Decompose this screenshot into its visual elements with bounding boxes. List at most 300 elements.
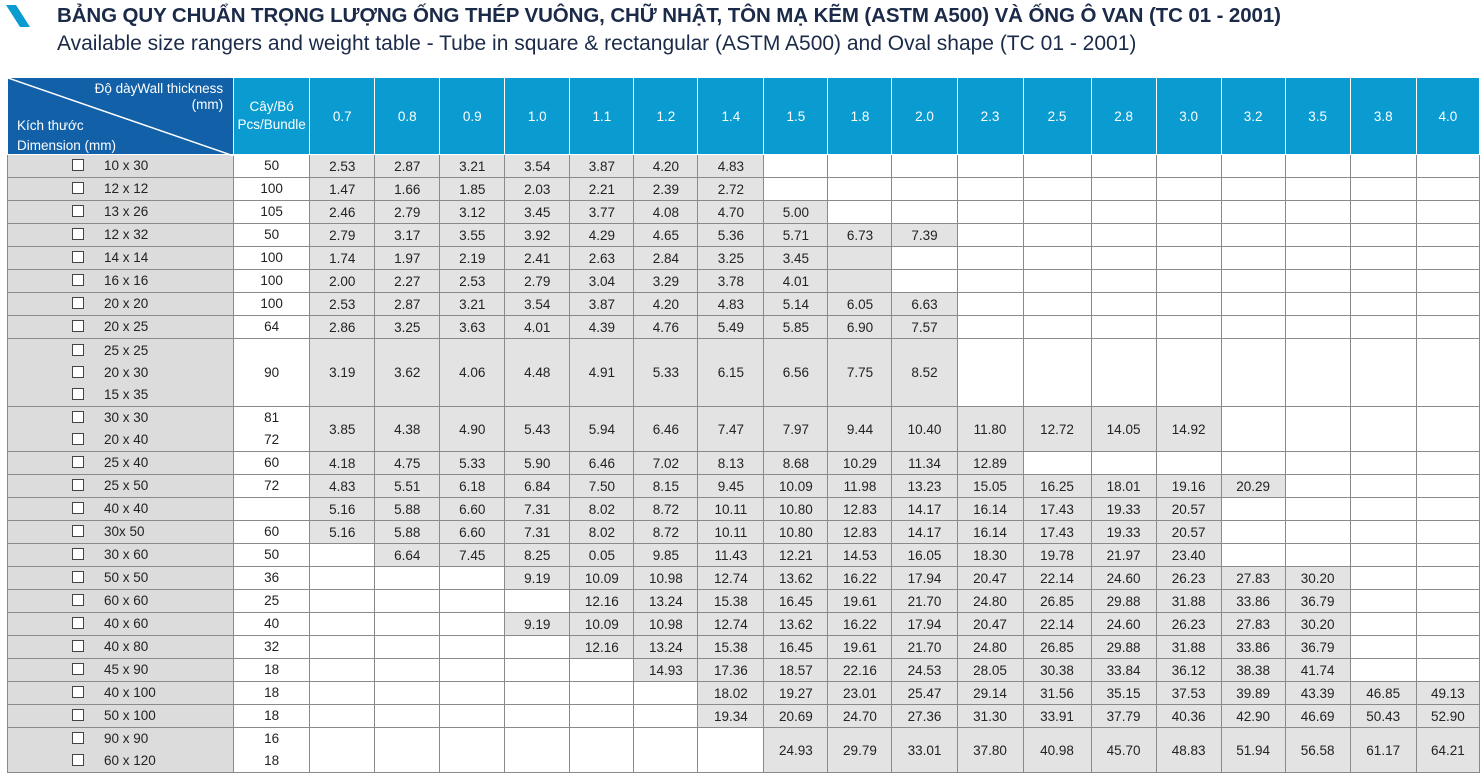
weight-cell: 10.98 bbox=[634, 567, 698, 590]
dimension-text: 40 x 80 bbox=[104, 639, 149, 654]
bundle-cell bbox=[234, 247, 310, 270]
bundle-cell bbox=[234, 636, 310, 659]
weight-cell bbox=[1091, 224, 1156, 247]
dimension-cell bbox=[8, 201, 234, 224]
bundle-value: 72 bbox=[264, 432, 280, 447]
weight-cell bbox=[1416, 407, 1479, 452]
weight-cell: 49.13 bbox=[1416, 682, 1479, 705]
table-row bbox=[8, 705, 1480, 728]
weight-cell: 16.14 bbox=[957, 521, 1023, 544]
weight-cell: 9.44 bbox=[828, 407, 892, 452]
weight-cell bbox=[1350, 475, 1416, 498]
weight-cell bbox=[1221, 293, 1285, 316]
weight-cell bbox=[1156, 339, 1221, 407]
weight-cell bbox=[1350, 636, 1416, 659]
dimension-text: 50 x 50 bbox=[104, 570, 149, 585]
weight-cell bbox=[375, 636, 440, 659]
weight-cell bbox=[1350, 339, 1416, 407]
weight-cell: 19.33 bbox=[1091, 521, 1156, 544]
weight-cell bbox=[1023, 224, 1091, 247]
weight-cell bbox=[764, 178, 828, 201]
weight-cell: 6.60 bbox=[440, 521, 505, 544]
weight-cell bbox=[1285, 498, 1350, 521]
weight-cell bbox=[957, 224, 1023, 247]
weight-cell: 1.66 bbox=[375, 178, 440, 201]
weight-cell bbox=[957, 155, 1023, 178]
weight-cell: 27.83 bbox=[1221, 613, 1285, 636]
weight-cell: 1.85 bbox=[440, 178, 505, 201]
dimension-cell bbox=[8, 270, 234, 293]
weight-cell: 6.63 bbox=[892, 293, 957, 316]
bundle-cell bbox=[234, 544, 310, 567]
weight-cell bbox=[1156, 270, 1221, 293]
weight-cell: 35.15 bbox=[1091, 682, 1156, 705]
weight-cell bbox=[1350, 178, 1416, 201]
bundle-value: 36 bbox=[264, 570, 280, 585]
weight-cell: 31.30 bbox=[957, 705, 1023, 728]
bundle-value: 50 bbox=[264, 227, 280, 242]
weight-cell: 7.47 bbox=[698, 407, 764, 452]
weight-cell bbox=[1350, 224, 1416, 247]
bundle-cell bbox=[234, 682, 310, 705]
table-row bbox=[8, 452, 1480, 475]
weight-cell: 2.21 bbox=[570, 178, 634, 201]
weight-cell: 17.43 bbox=[1023, 521, 1091, 544]
weight-cell: 19.61 bbox=[828, 636, 892, 659]
bundle-value: 16 bbox=[264, 731, 280, 746]
weight-cell: 11.80 bbox=[957, 407, 1023, 452]
weight-cell: 20.57 bbox=[1156, 521, 1221, 544]
page-header bbox=[0, 0, 1482, 74]
weight-cell bbox=[892, 270, 957, 293]
weight-cell: 6.05 bbox=[828, 293, 892, 316]
weight-cell: 10.09 bbox=[570, 567, 634, 590]
weight-cell: 3.17 bbox=[375, 224, 440, 247]
weight-cell bbox=[892, 247, 957, 270]
bundle-cell bbox=[234, 728, 310, 773]
weight-cell: 27.36 bbox=[892, 705, 957, 728]
weight-cell: 26.85 bbox=[1023, 636, 1091, 659]
dimension-text: 15 x 35 bbox=[104, 386, 149, 402]
weight-cell: 4.83 bbox=[698, 155, 764, 178]
weight-cell: 19.61 bbox=[828, 590, 892, 613]
weight-cell: 3.21 bbox=[440, 155, 505, 178]
weight-cell: 5.94 bbox=[570, 407, 634, 452]
weight-cell: 30.38 bbox=[1023, 659, 1091, 682]
bundle-cell bbox=[234, 475, 310, 498]
weight-cell: 2.53 bbox=[310, 293, 375, 316]
weight-cell: 5.85 bbox=[764, 316, 828, 339]
weight-cell: 8.25 bbox=[505, 544, 570, 567]
header-row bbox=[8, 78, 1480, 155]
dimension-text: 20 x 40 bbox=[104, 432, 149, 447]
checkbox-icon bbox=[72, 182, 84, 194]
weight-cell bbox=[1221, 498, 1285, 521]
thickness-header: 0.7 bbox=[310, 78, 375, 155]
dimension-text: 12 x 32 bbox=[104, 227, 149, 242]
weight-cell: 17.43 bbox=[1023, 498, 1091, 521]
weight-cell: 52.90 bbox=[1416, 705, 1479, 728]
weight-cell bbox=[828, 201, 892, 224]
weight-cell bbox=[1350, 155, 1416, 178]
weight-cell: 12.72 bbox=[1023, 407, 1091, 452]
weight-cell: 20.29 bbox=[1221, 475, 1285, 498]
dimension-cell bbox=[8, 567, 234, 590]
weight-cell bbox=[957, 178, 1023, 201]
weight-cell: 4.18 bbox=[310, 452, 375, 475]
weight-cell bbox=[1156, 201, 1221, 224]
weight-cell bbox=[310, 705, 375, 728]
weight-cell bbox=[1221, 155, 1285, 178]
weight-cell bbox=[1350, 247, 1416, 270]
weight-cell: 2.84 bbox=[634, 247, 698, 270]
weight-cell: 26.23 bbox=[1156, 613, 1221, 636]
bundle-cell bbox=[234, 590, 310, 613]
thickness-header: 3.5 bbox=[1285, 78, 1350, 155]
table-row bbox=[8, 728, 1480, 773]
weight-cell: 19.16 bbox=[1156, 475, 1221, 498]
weight-cell: 2.19 bbox=[440, 247, 505, 270]
dimension-text: 12 x 12 bbox=[104, 181, 149, 196]
weight-cell bbox=[1285, 178, 1350, 201]
weight-cell: 17.94 bbox=[892, 567, 957, 590]
weight-cell: 6.56 bbox=[764, 339, 828, 407]
weight-cell bbox=[440, 728, 505, 773]
thickness-header: 3.2 bbox=[1221, 78, 1285, 155]
weight-cell: 36.79 bbox=[1285, 636, 1350, 659]
weight-cell: 46.85 bbox=[1350, 682, 1416, 705]
checkbox-icon bbox=[72, 366, 84, 378]
weight-cell: 4.76 bbox=[634, 316, 698, 339]
weight-cell: 25.47 bbox=[892, 682, 957, 705]
weight-cell bbox=[310, 659, 375, 682]
weight-cell bbox=[1416, 636, 1479, 659]
thickness-header: 2.0 bbox=[892, 78, 957, 155]
weight-cell: 7.50 bbox=[570, 475, 634, 498]
thickness-header: 1.0 bbox=[505, 78, 570, 155]
weight-cell bbox=[1285, 270, 1350, 293]
weight-cell: 5.00 bbox=[764, 201, 828, 224]
weight-cell: 4.83 bbox=[698, 293, 764, 316]
weight-table bbox=[7, 77, 1480, 773]
dimension-text: 10 x 30 bbox=[104, 158, 149, 173]
weight-cell: 9.19 bbox=[505, 567, 570, 590]
weight-cell bbox=[1156, 224, 1221, 247]
checkbox-icon bbox=[72, 686, 84, 698]
checkbox-icon bbox=[72, 479, 84, 491]
bundle-value: 90 bbox=[264, 364, 280, 380]
weight-cell bbox=[440, 613, 505, 636]
dimension-text: 30 x 60 bbox=[104, 547, 149, 562]
weight-cell: 45.70 bbox=[1091, 728, 1156, 773]
weight-cell: 4.01 bbox=[505, 316, 570, 339]
weight-cell: 37.80 bbox=[957, 728, 1023, 773]
weight-cell: 2.87 bbox=[375, 293, 440, 316]
weight-cell bbox=[310, 613, 375, 636]
checkbox-icon bbox=[72, 525, 84, 537]
weight-cell: 3.77 bbox=[570, 201, 634, 224]
weight-cell: 29.14 bbox=[957, 682, 1023, 705]
checkbox-icon bbox=[72, 274, 84, 286]
weight-cell: 6.64 bbox=[375, 544, 440, 567]
corner-header bbox=[8, 78, 234, 155]
weight-cell: 9.85 bbox=[634, 544, 698, 567]
bundle-cell bbox=[234, 224, 310, 247]
weight-cell: 3.85 bbox=[310, 407, 375, 452]
weight-cell: 21.70 bbox=[892, 636, 957, 659]
weight-cell bbox=[1350, 521, 1416, 544]
weight-cell bbox=[570, 659, 634, 682]
weight-cell bbox=[1023, 247, 1091, 270]
weight-cell: 5.88 bbox=[375, 498, 440, 521]
weight-cell bbox=[634, 705, 698, 728]
weight-cell bbox=[1416, 475, 1479, 498]
weight-cell: 8.13 bbox=[698, 452, 764, 475]
weight-cell bbox=[1221, 201, 1285, 224]
weight-cell bbox=[1350, 659, 1416, 682]
weight-cell bbox=[375, 567, 440, 590]
weight-cell: 3.12 bbox=[440, 201, 505, 224]
dimension-text: 50 x 100 bbox=[104, 708, 156, 723]
weight-cell: 4.01 bbox=[764, 270, 828, 293]
dimension-cell bbox=[8, 544, 234, 567]
thickness-header: 0.8 bbox=[375, 78, 440, 155]
weight-cell: 2.27 bbox=[375, 270, 440, 293]
weight-cell: 16.45 bbox=[764, 636, 828, 659]
weight-cell: 5.43 bbox=[505, 407, 570, 452]
weight-cell: 13.24 bbox=[634, 590, 698, 613]
weight-cell bbox=[1221, 452, 1285, 475]
weight-cell: 2.03 bbox=[505, 178, 570, 201]
weight-cell: 7.57 bbox=[892, 316, 957, 339]
weight-cell bbox=[764, 155, 828, 178]
weight-cell bbox=[1285, 155, 1350, 178]
weight-cell: 3.54 bbox=[505, 293, 570, 316]
weight-cell: 3.92 bbox=[505, 224, 570, 247]
weight-cell: 3.19 bbox=[310, 339, 375, 407]
dimension-cell bbox=[8, 339, 234, 407]
checkbox-icon bbox=[72, 594, 84, 606]
weight-cell bbox=[1416, 339, 1479, 407]
dimension-text: 60 x 60 bbox=[104, 593, 149, 608]
weight-cell bbox=[505, 705, 570, 728]
table-row bbox=[8, 475, 1480, 498]
table-row bbox=[8, 613, 1480, 636]
thickness-header: 4.0 bbox=[1416, 78, 1479, 155]
weight-cell: 4.29 bbox=[570, 224, 634, 247]
weight-cell bbox=[1221, 544, 1285, 567]
bundle-value: 32 bbox=[264, 639, 280, 654]
dimension-cell bbox=[8, 452, 234, 475]
weight-cell: 10.11 bbox=[698, 498, 764, 521]
weight-cell: 4.39 bbox=[570, 316, 634, 339]
weight-cell: 7.97 bbox=[764, 407, 828, 452]
table-row bbox=[8, 224, 1480, 247]
weight-cell: 2.39 bbox=[634, 178, 698, 201]
weight-cell bbox=[1416, 590, 1479, 613]
weight-cell: 8.52 bbox=[892, 339, 957, 407]
weight-cell bbox=[570, 682, 634, 705]
weight-cell bbox=[1416, 452, 1479, 475]
weight-cell: 10.09 bbox=[764, 475, 828, 498]
bundle-header: Cây/Bó Pcs/Bundle bbox=[234, 78, 310, 155]
bundle-value: 40 bbox=[264, 616, 280, 631]
weight-cell: 3.54 bbox=[505, 155, 570, 178]
dimension-cell bbox=[8, 407, 234, 452]
weight-cell: 1.97 bbox=[375, 247, 440, 270]
table-row bbox=[8, 567, 1480, 590]
weight-cell: 5.88 bbox=[375, 521, 440, 544]
weight-cell: 4.08 bbox=[634, 201, 698, 224]
weight-cell: 7.31 bbox=[505, 521, 570, 544]
checkbox-icon bbox=[72, 571, 84, 583]
weight-cell bbox=[1285, 247, 1350, 270]
weight-cell: 36.12 bbox=[1156, 659, 1221, 682]
table-row bbox=[8, 155, 1480, 178]
thickness-header: 1.5 bbox=[764, 78, 828, 155]
title-english: Available size rangers and weight table - Tube in square & rectangular (ASTM A500) and Oval shape (TC 01 - 2001) bbox=[57, 32, 1137, 55]
weight-cell bbox=[1416, 201, 1479, 224]
bundle-value: 25 bbox=[264, 593, 280, 608]
weight-cell bbox=[957, 247, 1023, 270]
dimension-text: 20 x 20 bbox=[104, 296, 149, 311]
checkbox-icon bbox=[72, 548, 84, 560]
weight-cell bbox=[1285, 339, 1350, 407]
weight-cell bbox=[505, 728, 570, 773]
weight-cell: 3.25 bbox=[698, 247, 764, 270]
weight-cell: 24.93 bbox=[764, 728, 828, 773]
dimension-cell bbox=[8, 293, 234, 316]
weight-cell bbox=[1350, 498, 1416, 521]
weight-cell: 15.38 bbox=[698, 636, 764, 659]
weight-cell bbox=[1156, 316, 1221, 339]
bundle-value: 18 bbox=[264, 708, 280, 723]
weight-cell bbox=[1350, 544, 1416, 567]
weight-cell: 28.05 bbox=[957, 659, 1023, 682]
weight-cell: 26.23 bbox=[1156, 567, 1221, 590]
weight-cell: 5.51 bbox=[375, 475, 440, 498]
weight-cell bbox=[1350, 201, 1416, 224]
weight-cell: 29.88 bbox=[1091, 590, 1156, 613]
weight-cell: 6.18 bbox=[440, 475, 505, 498]
table-row bbox=[8, 659, 1480, 682]
weight-cell bbox=[1221, 521, 1285, 544]
dimension-cell bbox=[8, 178, 234, 201]
weight-cell: 30.20 bbox=[1285, 567, 1350, 590]
weight-cell bbox=[1350, 590, 1416, 613]
checkbox-icon bbox=[72, 754, 84, 766]
weight-cell bbox=[1285, 316, 1350, 339]
table-row bbox=[8, 407, 1480, 452]
weight-cell: 27.83 bbox=[1221, 567, 1285, 590]
weight-cell: 22.16 bbox=[828, 659, 892, 682]
thickness-header: 1.4 bbox=[698, 78, 764, 155]
table-row bbox=[8, 201, 1480, 224]
weight-cell: 6.73 bbox=[828, 224, 892, 247]
bundle-value: 50 bbox=[264, 158, 280, 173]
dimension-cell bbox=[8, 155, 234, 178]
bundle-cell bbox=[234, 567, 310, 590]
dimension-cell bbox=[8, 247, 234, 270]
weight-cell bbox=[1285, 224, 1350, 247]
dimension-cell bbox=[8, 498, 234, 521]
weight-cell: 36.79 bbox=[1285, 590, 1350, 613]
weight-cell bbox=[1221, 339, 1285, 407]
weight-cell: 20.47 bbox=[957, 567, 1023, 590]
thickness-header: 0.9 bbox=[440, 78, 505, 155]
dimension-text: 13 x 26 bbox=[104, 204, 149, 219]
weight-cell bbox=[957, 201, 1023, 224]
weight-cell: 17.94 bbox=[892, 613, 957, 636]
weight-cell: 33.91 bbox=[1023, 705, 1091, 728]
weight-cell: 1.47 bbox=[310, 178, 375, 201]
weight-cell bbox=[375, 613, 440, 636]
weight-cell bbox=[570, 728, 634, 773]
dimension-text: 20 x 30 bbox=[104, 364, 149, 380]
checkbox-icon bbox=[72, 320, 84, 332]
weight-cell: 3.63 bbox=[440, 316, 505, 339]
weight-cell: 46.69 bbox=[1285, 705, 1350, 728]
weight-cell: 17.36 bbox=[698, 659, 764, 682]
dimension-text: 25 x 50 bbox=[104, 478, 149, 493]
bundle-cell bbox=[234, 293, 310, 316]
weight-cell: 21.70 bbox=[892, 590, 957, 613]
weight-cell bbox=[375, 682, 440, 705]
weight-cell bbox=[1221, 316, 1285, 339]
checkbox-icon bbox=[72, 640, 84, 652]
checkbox-icon bbox=[72, 663, 84, 675]
weight-cell bbox=[1285, 521, 1350, 544]
dimension-cell bbox=[8, 636, 234, 659]
weight-cell bbox=[1156, 155, 1221, 178]
weight-cell bbox=[440, 567, 505, 590]
dimension-cell bbox=[8, 316, 234, 339]
weight-cell: 3.55 bbox=[440, 224, 505, 247]
weight-cell bbox=[1023, 270, 1091, 293]
bundle-cell bbox=[234, 498, 310, 521]
weight-cell bbox=[1416, 316, 1479, 339]
weight-cell: 4.65 bbox=[634, 224, 698, 247]
weight-cell: 6.60 bbox=[440, 498, 505, 521]
weight-cell: 16.25 bbox=[1023, 475, 1091, 498]
checkbox-icon bbox=[72, 344, 84, 356]
weight-cell: 24.60 bbox=[1091, 567, 1156, 590]
bundle-value: 81 bbox=[264, 410, 280, 425]
weight-cell: 2.53 bbox=[310, 155, 375, 178]
weight-cell bbox=[440, 590, 505, 613]
weight-cell: 7.75 bbox=[828, 339, 892, 407]
weight-cell: 5.90 bbox=[505, 452, 570, 475]
bundle-value: 100 bbox=[260, 273, 283, 288]
weight-cell: 8.02 bbox=[570, 521, 634, 544]
dimension-text: 20 x 25 bbox=[104, 319, 149, 334]
weight-cell: 12.16 bbox=[570, 636, 634, 659]
weight-cell: 26.85 bbox=[1023, 590, 1091, 613]
weight-cell bbox=[1221, 178, 1285, 201]
weight-cell: 3.29 bbox=[634, 270, 698, 293]
dimension-cell bbox=[8, 590, 234, 613]
weight-cell: 8.72 bbox=[634, 498, 698, 521]
weight-cell bbox=[570, 705, 634, 728]
weight-cell bbox=[1285, 452, 1350, 475]
table-row bbox=[8, 316, 1480, 339]
weight-cell: 4.83 bbox=[310, 475, 375, 498]
weight-cell: 5.16 bbox=[310, 521, 375, 544]
bundle-cell bbox=[234, 659, 310, 682]
checkbox-icon bbox=[72, 205, 84, 217]
weight-cell: 6.46 bbox=[634, 407, 698, 452]
weight-cell: 18.30 bbox=[957, 544, 1023, 567]
